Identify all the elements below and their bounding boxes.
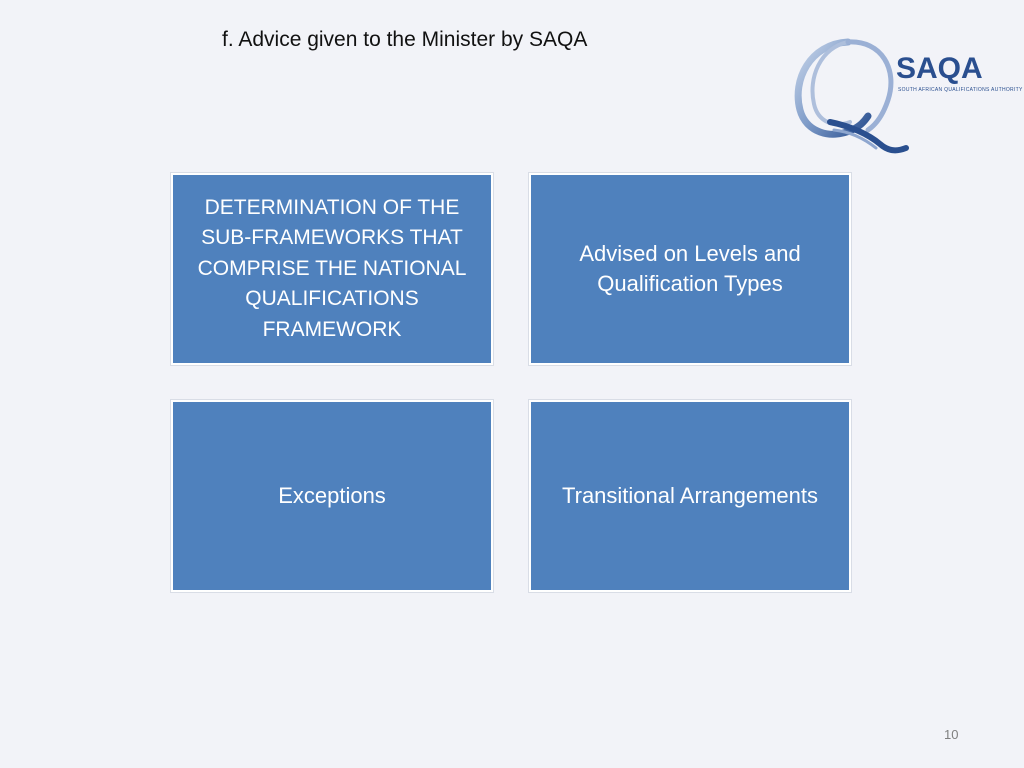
logo-subtitle: SOUTH AFRICAN QUALIFICATIONS AUTHORITY xyxy=(898,87,1023,93)
logo-name: SAQA xyxy=(896,52,983,85)
box-levels-qualification-types xyxy=(529,173,851,365)
box-transitional-arrangements xyxy=(529,400,851,592)
slide-title: f. Advice given to the Minister by SAQA xyxy=(222,28,588,51)
box-sub-frameworks-text: DETERMINATION OF THE SUB-FRAMEWORKS THAT COMPRISE THE NATIONAL QUALIFICATIONS FRAMEWORK xyxy=(197,195,467,341)
box-levels-qualification-types-text: Advised on Levels and Qualification Types xyxy=(579,241,801,296)
box-exceptions-text: Exceptions xyxy=(278,483,386,508)
box-transitional-arrangements-text: Transitional Arrangements xyxy=(562,483,818,508)
saqa-logo xyxy=(790,30,1023,160)
box-sub-frameworks xyxy=(171,173,493,365)
box-exceptions xyxy=(171,400,493,592)
page-number: 10 xyxy=(944,727,959,742)
saqa-q-swirl-icon xyxy=(790,30,1000,160)
